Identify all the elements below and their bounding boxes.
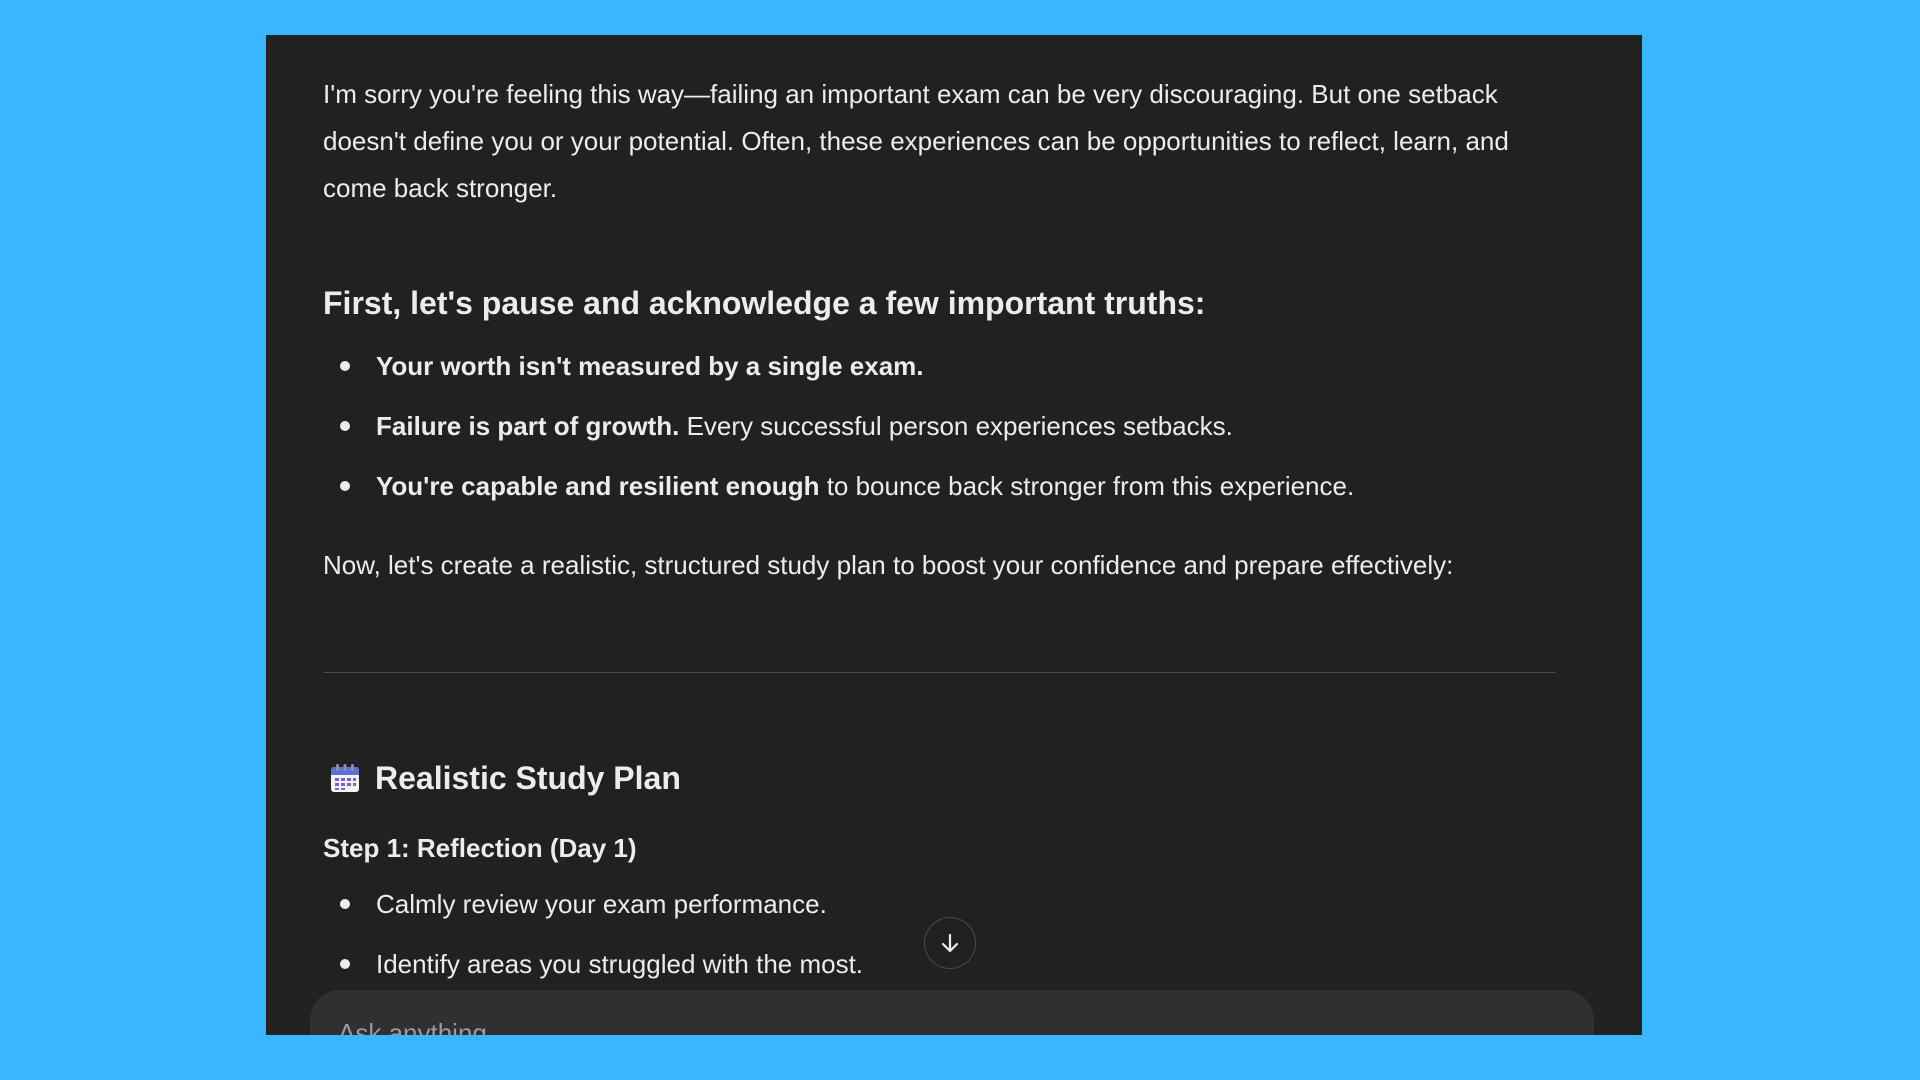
plan-title: Realistic Study Plan [375, 760, 681, 796]
truths-heading: First, let's pause and acknowledge a few important truths: [323, 285, 1206, 321]
intro-line-1: I'm sorry you're feeling this way—failing an important exam can be very discouraging. But one setback [323, 79, 1498, 109]
bullet-icon [340, 361, 350, 371]
arrow-down-icon [938, 931, 962, 955]
intro-paragraph [323, 71, 1573, 212]
list-item-text: Every successful person experiences setbacks. [679, 411, 1233, 441]
list-item-bold: You're capable and resilient enough [376, 471, 820, 501]
step-1-title: Step 1: Reflection (Day 1) [323, 833, 637, 863]
list-item [323, 408, 1573, 468]
truths-list [323, 348, 1573, 528]
calendar-icon [329, 762, 361, 794]
list-item-bold: Your worth isn't measured by a single exam. [376, 351, 924, 381]
scroll-to-bottom-button[interactable] [924, 917, 976, 969]
intro-line-3: come back stronger. [323, 173, 558, 203]
intro-line-2: doesn't define you or your potential. Often, these experiences can be opportunities to reflect, learn, and [323, 126, 1509, 156]
list-item-text: Calmly review your exam performance. [376, 889, 827, 919]
bullet-icon [340, 421, 350, 431]
list-item-text: to bounce back stronger from this experience. [819, 471, 1355, 501]
assistant-message [323, 71, 1573, 979]
bullet-icon [340, 899, 350, 909]
prompt-input[interactable] [336, 1014, 1540, 1035]
bullet-icon [340, 959, 350, 969]
list-item [323, 348, 1573, 408]
horizontal-divider [323, 672, 1555, 673]
plan-heading [323, 758, 681, 798]
list-item-bold: Failure is part of growth. [376, 411, 680, 441]
composer [310, 990, 1594, 1035]
bullet-icon [340, 481, 350, 491]
chat-window [266, 35, 1642, 1035]
transition-paragraph: Now, let's create a realistic, structured study plan to boost your confidence and prepare effectively: [323, 550, 1454, 580]
list-item-text: Identify areas you struggled with the most. [376, 949, 864, 979]
list-item [323, 468, 1573, 528]
